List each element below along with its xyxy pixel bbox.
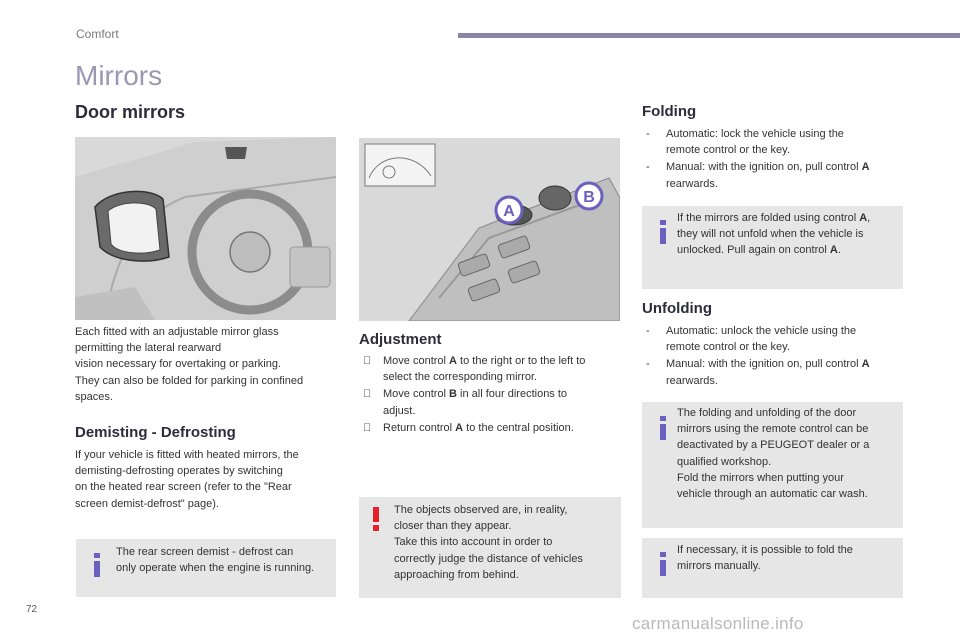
- unfolding-heading: Unfolding: [642, 300, 712, 317]
- text-run: Automatic: unlock the vehicle using the: [666, 325, 857, 337]
- text-run: ,: [867, 212, 871, 224]
- note-line: The folding and unfolding of the door: [677, 407, 857, 419]
- manual-fold-info-note: [642, 538, 903, 598]
- control-ref: A: [861, 161, 870, 174]
- adjustment-step: [359, 353, 621, 385]
- note-line: qualified workshop.: [677, 455, 772, 468]
- folding-step: [642, 126, 904, 158]
- text-run: rearwards.: [666, 374, 718, 387]
- control-ref: A: [859, 212, 868, 224]
- text-run: in all four directions to: [456, 388, 568, 401]
- control-ref: A: [455, 421, 464, 434]
- text-run: they will not unfold when the vehicle is: [677, 228, 864, 241]
- info-icon: [657, 416, 669, 440]
- demisting-line: If your vehicle is fitted with heated mirrors, the: [75, 449, 299, 461]
- demisting-line: on the heated rear screen (refer to the "Rear: [75, 481, 292, 494]
- text-run: If the mirrors are folded using control: [677, 212, 860, 224]
- folding-heading: Folding: [642, 103, 697, 120]
- control-b-label: B: [583, 189, 595, 206]
- dash-mark: -: [646, 128, 650, 140]
- control-ref: B: [449, 388, 457, 401]
- note-line: only operate when the engine is running.: [116, 562, 315, 575]
- text-run: unlocked. Pull again on control: [677, 244, 830, 257]
- info-icon: [91, 553, 103, 577]
- adjustment-list: [359, 353, 621, 437]
- unfolding-step: [642, 356, 904, 388]
- control-a-label: A: [503, 203, 515, 220]
- door-mirror-illustration: [75, 137, 336, 320]
- adjustment-heading: Adjustment: [359, 331, 442, 348]
- intro-line: vision necessary for overtaking or parking.: [75, 358, 282, 371]
- bullet-mark: [363, 353, 371, 369]
- watermark: carmanualsonline.info: [632, 614, 804, 633]
- text-run: Return control: [383, 421, 456, 434]
- dash-mark: -: [646, 325, 650, 337]
- folding-list: [642, 126, 904, 193]
- unfolding-info-note: [642, 402, 903, 528]
- intro-line: Each fitted with an adjustable mirror glass: [75, 326, 279, 338]
- demisting-text: [75, 447, 340, 512]
- page-number: 72: [26, 604, 38, 615]
- text-run: remote control or the key.: [666, 144, 790, 157]
- bullet-mark: [363, 386, 371, 402]
- warning-line: The objects observed are, in reality,: [394, 504, 568, 516]
- door-mirrors-heading: Door mirrors: [75, 102, 186, 122]
- warning-note: [359, 497, 621, 598]
- page-title: Mirrors: [75, 60, 163, 91]
- text-run: Manual: with the ignition on, pull control: [666, 161, 862, 174]
- demisting-heading: Demisting - Defrosting: [75, 424, 236, 441]
- warning-line: correctly judge the distance of vehicles: [394, 552, 583, 565]
- text-run: to the central position.: [463, 421, 574, 434]
- text-run: to the right or to the left to: [456, 355, 586, 367]
- intro-line: They can also be folded for parking in confined: [75, 374, 304, 387]
- text-run: remote control or the key.: [666, 341, 790, 354]
- intro-text: [75, 324, 340, 405]
- warning-icon: [370, 507, 382, 531]
- control-ref: A: [861, 358, 870, 371]
- warning-line: approaching from behind.: [394, 568, 519, 581]
- info-icon: [657, 552, 669, 576]
- text-run: .: [837, 244, 841, 257]
- unfolding-list: [642, 323, 904, 390]
- text-run: Move control: [383, 388, 450, 401]
- dash-mark: -: [646, 358, 650, 371]
- section-label: Comfort: [76, 27, 119, 41]
- text-run: Manual: with the ignition on, pull control: [666, 358, 862, 371]
- info-note: [76, 539, 336, 597]
- mirror-control-illustration: [359, 138, 620, 321]
- dash-mark: -: [646, 161, 650, 174]
- text-run: Automatic: lock the vehicle using the: [666, 128, 844, 140]
- adjustment-step: [359, 386, 621, 418]
- adjustment-step: [359, 420, 621, 436]
- warning-line: closer than they appear.: [394, 520, 512, 533]
- text-run: select the corresponding mirror.: [383, 371, 538, 384]
- header-bar: [458, 33, 960, 38]
- note-line: mirrors manually.: [677, 560, 761, 573]
- note-line: vehicle through an automatic car wash.: [677, 488, 868, 501]
- note-line: deactivated by a PEUGEOT dealer or a: [677, 439, 870, 452]
- intro-line: permitting the lateral rearward: [75, 342, 222, 355]
- unfolding-step: [642, 323, 904, 355]
- text-run: adjust.: [383, 404, 416, 417]
- note-line: mirrors using the remote control can be: [677, 423, 869, 436]
- note-line: The rear screen demist - defrost can: [116, 546, 294, 558]
- text-run: rearwards.: [666, 177, 718, 190]
- note-line: If necessary, it is possible to fold the: [677, 544, 853, 556]
- demisting-line: demisting-defrosting operates by switching: [75, 465, 283, 478]
- info-icon: [657, 220, 669, 244]
- folding-info-note: [642, 206, 903, 289]
- intro-line: spaces.: [75, 390, 113, 403]
- demisting-line: screen demist-defrost" page).: [75, 497, 219, 510]
- control-ref: A: [829, 244, 838, 257]
- control-ref: A: [449, 355, 457, 367]
- folding-step: [642, 159, 904, 191]
- text-run: Move control: [383, 355, 450, 367]
- warning-line: Take this into account in order to: [394, 536, 553, 549]
- bullet-mark: [363, 420, 371, 436]
- note-line: Fold the mirrors when putting your: [677, 471, 844, 484]
